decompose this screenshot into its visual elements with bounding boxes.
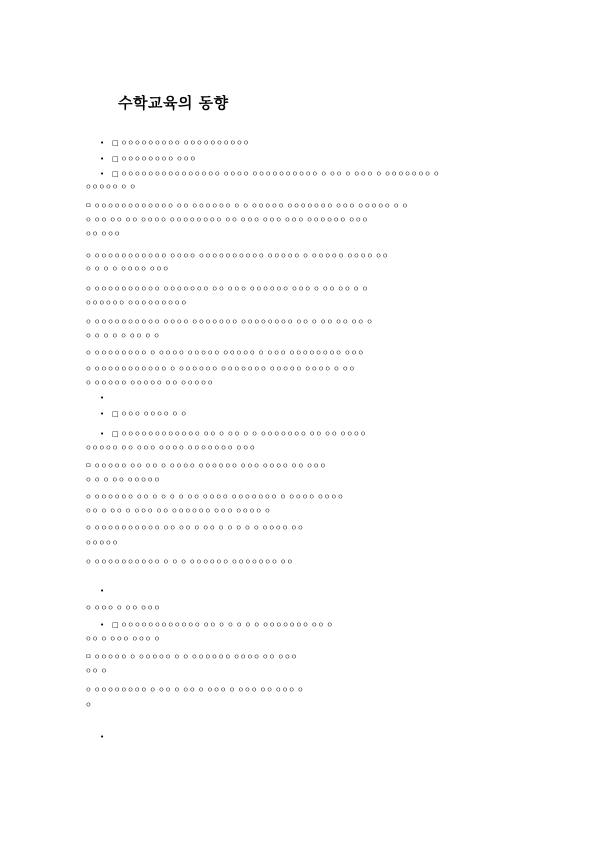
bullet-icon: • [100,394,105,402]
text-line: ㅇ ㅇㅇㅇ ㅇ ㅇㅇ ㅇㅇㅇ [85,604,161,612]
text-line: ㅇㅇㅇㅇㅇ [85,539,119,547]
text-line: ㅇㅇㅇㅇㅇㅇ ㅇㅇㅇㅇㅇㅇㅇㅇㅇ [85,299,188,307]
text-line: ㅇ ㅇㅇㅇㅇㅇ ㅇㅇㅇㅇㅇ ㅇㅇ ㅇㅇㅇㅇㅇ [85,379,214,387]
text-line: ㅇㅇㅇㅇㅇ ㅇ ㅇ [85,183,136,191]
text-line: ㅇ ㅇㅇㅇㅇㅇㅇㅇㅇ ㅇ ㅇㅇ ㅇ ㅇㅇ ㅇ ㅇㅇㅇ ㅇ ㅇㅇㅇ ㅇㅇ ㅇㅇㅇ ㅇ [85,686,304,694]
document-title: 수학교육의 동향 [118,94,229,112]
bullet-icon: • [100,410,105,418]
text-line: ㅇ [85,701,92,709]
text-line: □ ㅇㅇㅇㅇㅇㅇㅇㅇㅇㅇㅇㅇㅇㅇㅇ ㅇㅇㅇㅇ ㅇㅇㅇㅇㅇㅇㅇㅇㅇㅇ ㅇ ㅇㅇ ㅇ ㅇㅇㅇ ㅇ ㅇㅇㅇㅇㅇㅇㅇ ㅇ [112,170,440,178]
bullet-icon: • [100,155,105,163]
text-line: □ ㅇㅇㅇㅇㅇㅇㅇㅇ ㅇㅇㅇ [112,155,197,163]
bullet-icon: • [100,733,105,741]
text-line: ㅇ ㅇㅇㅇㅇㅇㅇㅇㅇㅇㅇ ㅇㅇ ㅇㅇ ㅇ ㅇㅇ ㅇ ㅇ ㅇ ㅇ ㅇ ㅇㅇㅇㅇ ㅇㅇ [85,524,304,532]
bullet-icon: • [100,587,105,595]
text-line: ㅇㅇ ㅇㅇㅇ [85,230,121,238]
text-line: ㅇ ㅇㅇㅇㅇㅇㅇ ㅇㅇ ㅇ ㅇ ㅇ ㅇ ㅇㅇ ㅇㅇㅇㅇ ㅇㅇㅇㅇㅇㅇㅇ ㅇ ㅇㅇㅇㅇ ㅇㅇㅇㅇ [85,493,344,501]
bullet-icon: • [100,139,105,147]
text-line: ㅇ ㅇㅇㅇㅇㅇㅇㅇㅇㅇㅇ ㅇㅇㅇㅇㅇㅇㅇ ㅇㅇ ㅇㅇㅇ ㅇㅇㅇㅇㅇㅇ ㅇㅇㅇ ㅇ ㅇㅇ ㅇㅇ ㅇ ㅇ [85,285,369,293]
text-line: ㅇㅇ ㅇ [85,667,108,675]
text-line: ㅇ ㅇ ㅇ ㅇ ㅇㅇㅇㅇ ㅇㅇㅇ [85,265,169,273]
text-line: ㅇ ㅇㅇㅇㅇㅇㅇㅇㅇㅇㅇㅇ ㅇ ㅇㅇㅇㅇㅇㅇ ㅇㅇㅇㅇㅇㅇㅇ ㅇㅇㅇㅇㅇ ㅇㅇㅇㅇ ㅇ ㅇㅇ [85,365,356,373]
text-line: ㅇ ㅇㅇ ㅇㅇ ㅇㅇ ㅇㅇㅇㅇ ㅇㅇㅇㅇㅇㅇㅇㅇ ㅇㅇ ㅇㅇㅇ ㅇㅇㅇ ㅇㅇㅇ ㅇㅇㅇㅇㅇㅇ ㅇㅇㅇ [85,216,369,224]
bullet-icon: • [100,621,105,629]
bullet-icon: • [100,430,105,438]
text-line: ㅇ ㅇ ㅇ ㅇㅇ ㅇㅇㅇㅇㅇ [85,476,161,484]
text-line: ㅁ ㅇㅇㅇㅇㅇㅇㅇㅇㅇㅇㅇㅇ ㅇㅇ ㅇㅇㅇㅇㅇㅇ ㅇ ㅇ ㅇㅇㅇㅇㅇ ㅇㅇㅇㅇㅇㅇㅇ ㅇㅇㅇ ㅇㅇㅇㅇㅇ ㅇ ㅇ [85,202,409,210]
text-line: ㅁ ㅇㅇㅇㅇㅇ ㅇ ㅇㅇㅇㅇㅇ ㅇ ㅇ ㅇㅇㅇㅇㅇㅇ ㅇㅇㅇㅇ ㅇㅇ ㅇㅇㅇ [85,653,298,661]
text-line: ㅇㅇㅇㅇㅇ ㅇㅇ ㅇㅇㅇ ㅇㅇㅇㅇ ㅇㅇㅇㅇㅇㅇㅇ ㅇㅇㅇ [85,444,256,452]
text-line: □ ㅇㅇㅇㅇㅇㅇㅇㅇㅇㅇㅇㅇ ㅇㅇ ㅇ ㅇ ㅇ ㅇ ㅇ ㅇㅇㅇㅇㅇㅇㅇ ㅇㅇ ㅇ [112,621,333,629]
text-line: □ ㅇㅇㅇㅇㅇㅇㅇㅇㅇ ㅇㅇㅇㅇㅇㅇㅇㅇㅇㅇ [112,139,250,147]
text-line: ㅇ ㅇㅇㅇㅇㅇㅇㅇㅇ ㅇ ㅇㅇㅇㅇ ㅇㅇㅇㅇㅇ ㅇㅇㅇㅇㅇ ㅇ ㅇㅇㅇ ㅇㅇㅇㅇㅇㅇㅇㅇ ㅇㅇㅇ [85,349,364,357]
text-line: ㅁ ㅇㅇㅇㅇㅇ ㅇㅇ ㅇㅇ ㅇ ㅇㅇㅇㅇ ㅇㅇㅇㅇㅇㅇ ㅇㅇㅇ ㅇㅇㅇㅇ ㅇㅇ ㅇㅇㅇ [85,462,327,470]
text-line: ㅇㅇ ㅇ ㅇㅇㅇ ㅇㅇㅇ ㅇ [85,635,161,643]
text-line: □ ㅇㅇㅇ ㅇㅇㅇㅇ ㅇ ㅇ [112,410,187,418]
text-line: ㅇㅇ ㅇ ㅇㅇ ㅇ ㅇㅇㅇ ㅇㅇ ㅇㅇㅇㅇㅇㅇ ㅇㅇㅇ ㅇㅇㅇㅇ ㅇ [85,507,271,515]
text-line: ㅇ ㅇㅇㅇㅇㅇㅇㅇㅇㅇㅇ ㅇ ㅇ ㅇ ㅇㅇㅇㅇㅇㅇ ㅇㅇㅇㅇㅇㅇㅇ ㅇㅇ [85,558,294,566]
bullet-icon: • [100,170,105,178]
text-line: ㅇ ㅇㅇㅇㅇㅇㅇㅇㅇㅇㅇ ㅇㅇㅇㅇ ㅇㅇㅇㅇㅇㅇㅇ ㅇㅇㅇㅇㅇㅇㅇㅇ ㅇㅇ ㅇ ㅇㅇ ㅇㅇ ㅇㅇ ㅇ [85,318,373,326]
text-line: ㅇ ㅇ ㅇ ㅇ ㅇ ㅇㅇ ㅇ ㅇ [85,332,160,340]
text-line: ㅇ ㅇㅇㅇㅇㅇㅇㅇㅇㅇㅇㅇ ㅇㅇㅇㅇ ㅇㅇㅇㅇㅇㅇㅇㅇㅇㅇ ㅇㅇㅇㅇㅇ ㅇ ㅇㅇㅇㅇㅇ ㅇㅇㅇㅇ ㅇㅇ [85,252,389,260]
text-line: □ ㅇㅇㅇㅇㅇㅇㅇㅇㅇㅇㅇㅇ ㅇㅇ ㅇ ㅇㅇ ㅇ ㅇ ㅇㅇㅇㅇㅇㅇㅇ ㅇㅇ ㅇㅇ ㅇㅇㅇㅇ [112,430,367,438]
